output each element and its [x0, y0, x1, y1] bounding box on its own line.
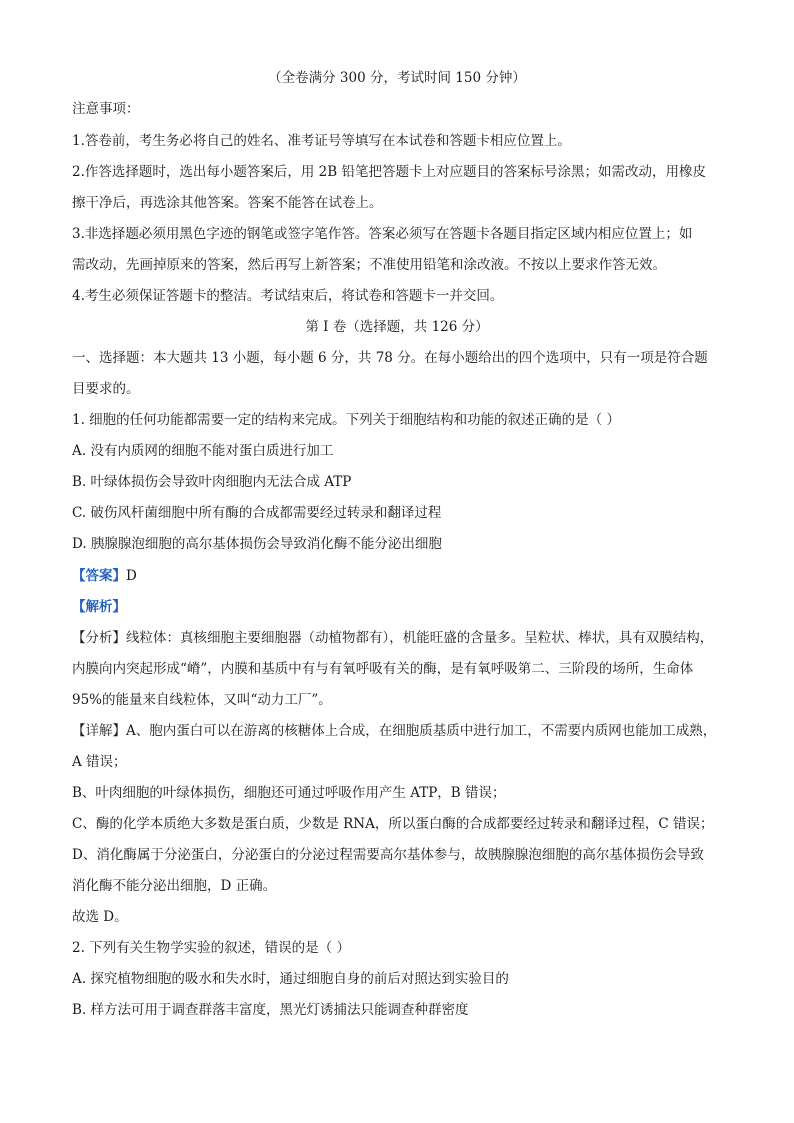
instruction-line: 3.非选择题必须用黑色字迹的钢笔或签字笔作答。答案必须写在答题卡各题目指定区域内相应位置上；如 — [72, 226, 693, 242]
instruction-line: 擦干净后，再选涂其他答案。答案不能答在试卷上。 — [72, 195, 383, 211]
exam-note: （全卷满分 300 分，考试时间 150 分钟） — [268, 70, 526, 86]
question-1-option-a: A. 没有内质网的细胞不能对蛋白质进行加工 — [72, 443, 334, 459]
instruction-line: 2.作答选择题时，选出每小题答案后，用 2B 铅笔把答题卡上对应题目的答案标号涂黑；如需改动，用橡皮 — [72, 164, 706, 180]
question-1-stem: 1. 细胞的任何功能都需要一定的结构来完成。下列关于细胞结构和功能的叙述正确的是（ ） — [72, 412, 620, 428]
instruction-line: 4.考生必须保证答题卡的整洁。考试结束后，将试卷和答题卡一并交回。 — [72, 288, 504, 304]
instructions-title: 注意事项： — [72, 101, 140, 117]
xiangjie-text: D、消化酶属于分泌蛋白，分泌蛋白的分泌过程需要高尔基体参与，故胰腺腺泡细胞的高尔基体损伤会导致 — [72, 847, 704, 863]
instruction-line: 需改动，先画掉原来的答案，然后再写上新答案；不准使用铅笔和涂改液。不按以上要求作答无效。 — [72, 257, 666, 273]
fenxi-line — [72, 628, 734, 648]
question-1-option-b: B. 叶绿体损伤会导致叶肉细胞内无法合成 ATP — [72, 474, 352, 490]
conclusion: 故选 D。 — [72, 909, 128, 925]
xiangjie-tag: 【详解】 — [72, 723, 126, 739]
answer-line — [72, 566, 734, 586]
analysis-line — [72, 597, 734, 617]
fenxi-text: 线粒体：真核细胞主要细胞器（动植物都有），机能旺盛的含量多。呈粒状、棒状，具有双膜结构， — [126, 630, 714, 646]
xiangjie-text: A、胞内蛋白可以在游离的核糖体上合成，在细胞质基质中进行加工，不需要内质网也能加工成熟， — [126, 723, 717, 739]
xiangjie-text: 消化酶不能分泌出细胞，D 正确。 — [72, 878, 277, 894]
question-2-option-a: A. 探究植物细胞的吸水和失水时，通过细胞自身的前后对照达到实验目的 — [72, 971, 509, 987]
answer-value: D — [126, 568, 137, 584]
section-title: 第 I 卷（选择题，共 126 分） — [305, 319, 489, 335]
xiangjie-line — [72, 721, 734, 741]
fenxi-tag: 【分析】 — [72, 630, 126, 646]
question-2-stem: 2. 下列有关生物学实验的叙述，错误的是（ ） — [72, 940, 350, 956]
instruction-line: 1.答卷前，考生务必将自己的姓名、准考证号等填写在本试卷和答题卡相应位置上。 — [72, 133, 571, 149]
xiangjie-text: A 错误； — [72, 754, 127, 770]
question-2-option-b: B. 样方法可用于调查群落丰富度，黑光灯诱捕法只能调查种群密度 — [72, 1002, 469, 1018]
fenxi-text: 内膜向内突起形成“嵴”，内膜和基质中有与有氧呼吸有关的酶，是有氧呼吸第二、三阶段的场所，生命体 — [72, 661, 694, 677]
xiangjie-text: B、叶肉细胞的叶绿体损伤，细胞还可通过呼吸作用产生 ATP，B 错误； — [72, 785, 506, 801]
analysis-tag: 【解析】 — [72, 599, 126, 615]
answer-tag: 【答案】 — [72, 568, 126, 584]
section-intro: 目要求的。 — [72, 381, 140, 397]
fenxi-text: 95%的能量来自线粒体，又叫“动力工厂”。 — [72, 692, 332, 708]
question-1-option-d: D. 胰腺腺泡细胞的高尔基体损伤会导致消化酶不能分泌出细胞 — [72, 536, 442, 552]
question-1-option-c: C. 破伤风杆菌细胞中所有酶的合成都需要经过转录和翻译过程 — [72, 505, 442, 521]
xiangjie-text: C、酶的化学本质绝大多数是蛋白质，少数是 RNA，所以蛋白酶的合成都要经过转录和翻译过程，C 错误； — [72, 816, 714, 832]
section-intro: 一、选择题：本大题共 13 小题，每小题 6 分，共 78 分。在每小题给出的四个选项中，只有一项是符合题 — [72, 350, 708, 366]
